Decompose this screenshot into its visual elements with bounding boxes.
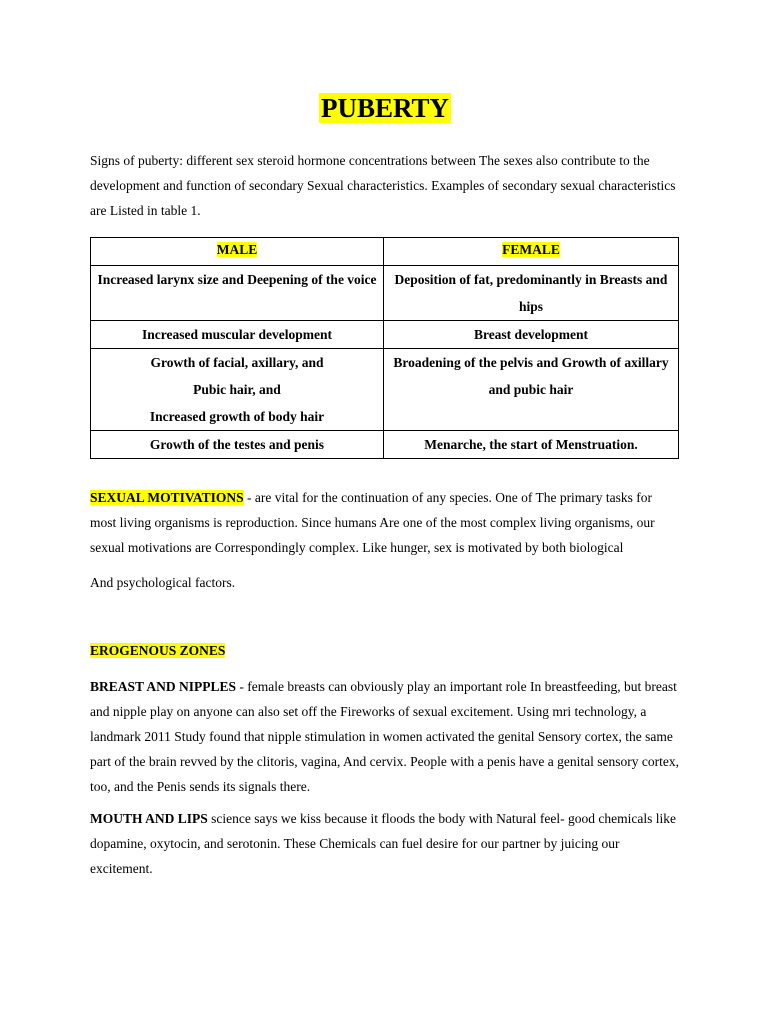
cell-line: Increased larynx size and Deepening of the voice	[97, 272, 377, 287]
breast-heading: BREAST AND NIPPLES	[90, 679, 237, 694]
header-female-label: FEMALE	[502, 242, 560, 257]
cell-line: Broadening of the pelvis and Growth of axillary and pubic hair	[393, 355, 669, 397]
table-row	[91, 266, 679, 321]
female-cell	[384, 431, 679, 459]
cell-line: Increased growth of body hair	[149, 409, 325, 424]
cell-line: Growth of facial, axillary, and	[150, 355, 324, 370]
cell-line: Increased muscular development	[142, 327, 332, 342]
motivations-paragraph	[90, 485, 680, 560]
mouth-text: science says we kiss because it floods the body with Natural feel- good chemicals like dopamine, oxytocin, and serotonin. These Chemicals can fuel desire for our partner by juicing our excitement.	[90, 811, 677, 876]
table-row	[91, 321, 679, 349]
secondary-characteristics-table	[90, 237, 679, 459]
female-cell	[384, 266, 679, 321]
mouth-heading: MOUTH AND LIPS	[90, 811, 208, 826]
motivations-text: - are vital for the continuation of any species. One of The primary tasks for most living organisms is reproduction. Since humans Are one of the most complex living organisms, our sexual motivations are Correspondingly complex. Like hunger, sex is motivated by both biological	[90, 490, 655, 555]
header-female	[384, 238, 679, 266]
female-cell	[384, 349, 679, 431]
motivations-heading: SEXUAL MOTIVATIONS	[90, 490, 244, 505]
breast-paragraph	[90, 674, 680, 799]
cell-line: Growth of the testes and penis	[149, 437, 325, 452]
header-male-label: MALE	[216, 242, 258, 257]
table-header-row	[91, 238, 679, 266]
male-cell	[91, 431, 384, 459]
male-cell	[91, 349, 384, 431]
cell-line: Breast development	[473, 327, 589, 342]
zones-heading-text: EROGENOUS ZONES	[90, 643, 226, 658]
erogenous-zones-heading	[90, 638, 680, 663]
female-cell	[384, 321, 679, 349]
title-text: PUBERTY	[320, 93, 450, 123]
cell-line: Pubic hair, and	[193, 382, 281, 397]
cell-line: Menarche, the start of Menstruation.	[424, 437, 638, 452]
breast-text: - female breasts can obviously play an important role In breastfeeding, but breast and nipple play on anyone can also set off the Fireworks of sexual excitement. Using mri technology, a landmark 2011 Study found that nipple stimulation in women activated the genital Sensory cortex, the same part of the brain revved by the clitoris, vagina, And cervix. People with a penis have a genital sensory cortex, too, and the Penis sends its signals there.	[90, 679, 679, 794]
header-male	[91, 238, 384, 266]
male-cell	[91, 266, 384, 321]
page-title	[90, 90, 680, 126]
mouth-paragraph	[90, 806, 680, 881]
male-cell	[91, 321, 384, 349]
table-row	[91, 349, 679, 431]
cell-line: Deposition of fat, predominantly in Breasts and hips	[394, 272, 668, 314]
motivations-paragraph-end: And psychological factors.	[90, 575, 236, 590]
intro-paragraph: Signs of puberty: different sex steroid hormone concentrations between The sexes also contribute to the development and function of secondary Sexual characteristics. Examples of secondary sexual characteristics are Listed in table 1.	[90, 153, 676, 218]
table-row	[91, 431, 679, 459]
